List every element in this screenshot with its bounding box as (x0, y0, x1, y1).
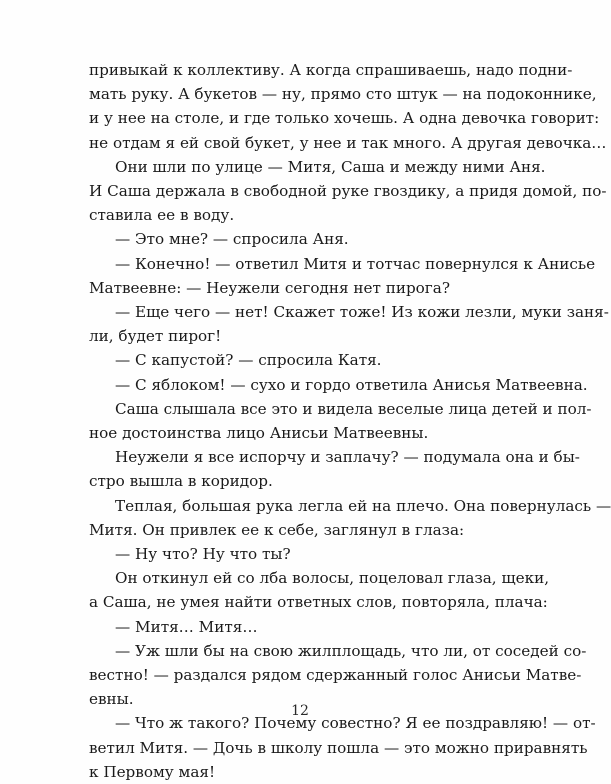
text-line: а Саша, не умея найти ответных слов, повторяла, плача: (89, 593, 548, 612)
text-line: — Еще чего — нет! Скажет тоже! Из кожи лезли, муки заня- (115, 303, 609, 322)
page-number: 12 (291, 703, 309, 719)
text-line: вестно! — раздался рядом сдержанный голос Анисьи Матве- (89, 666, 582, 685)
text-line: ветил Митя. — Дочь в школу пошла — это можно приравнять (89, 738, 588, 757)
text-line: ли, будет пирог! (89, 327, 222, 346)
text-line: И Саша держала в свободной руке гвоздику, а придя домой, по- (89, 182, 607, 201)
page-text (89, 58, 611, 784)
text-line: Матвеевне: — Неужели сегодня нет пирога? (89, 278, 450, 297)
text-line: ное достоинства лицо Анисьи Матвеевны. (89, 424, 429, 443)
text-line: ставила ее в воду. (89, 206, 235, 225)
text-line: привыкай к коллективу. А когда спрашиваешь, надо подни- (89, 61, 573, 79)
text-line: Теплая, большая рука легла ей на плечо. Она повернулась — (115, 496, 611, 515)
text-line: евны. (89, 690, 134, 709)
text-line: стро вышла в коридор. (89, 472, 273, 491)
text-line: Он откинул ей со лба волосы, поцеловал глаза, щеки, (115, 569, 550, 588)
text-line: Митя. Он привлек ее к себе, заглянул в глаза: (89, 520, 465, 539)
text-line: мать руку. А букетов — ну, прямо сто штук — на подоконнике, (89, 85, 597, 104)
text-line: — Митя… Митя… (115, 617, 258, 636)
text-line: Саша слышала все это и видела веселые лица детей и пол- (115, 399, 592, 418)
text-line: — С капустой? — спросила Катя. (115, 351, 382, 370)
text-line: Неужели я все испорчу и заплачу? — подумала она и бы- (115, 448, 580, 467)
text-line: — Это мне? — спросила Аня. (115, 230, 349, 249)
text-line: — Конечно! — ответил Митя и тотчас повернулся к Анисье (115, 254, 596, 273)
text-line: — Ну что? Ну что ты? (115, 545, 291, 564)
text-line: Они шли по улице — Митя, Саша и между ними Аня. (115, 157, 546, 176)
text-line: — Уж шли бы на свою жилплощадь, что ли, от соседей со- (115, 641, 587, 660)
text-line: к Первому мая! (89, 762, 216, 781)
text-line: — С яблоком! — сухо и гордо ответила Анисья Матвеевна. (115, 375, 588, 394)
text-line: не отдам я ей свой букет, у нее и так много. А другая девочка… (89, 133, 607, 152)
text-line: — Что ж такого? Почему совестно? Я ее поздравляю! — от- (115, 714, 596, 733)
text-line: и у нее на столе, и где только хочешь. А одна девочка говорит: (89, 109, 600, 128)
